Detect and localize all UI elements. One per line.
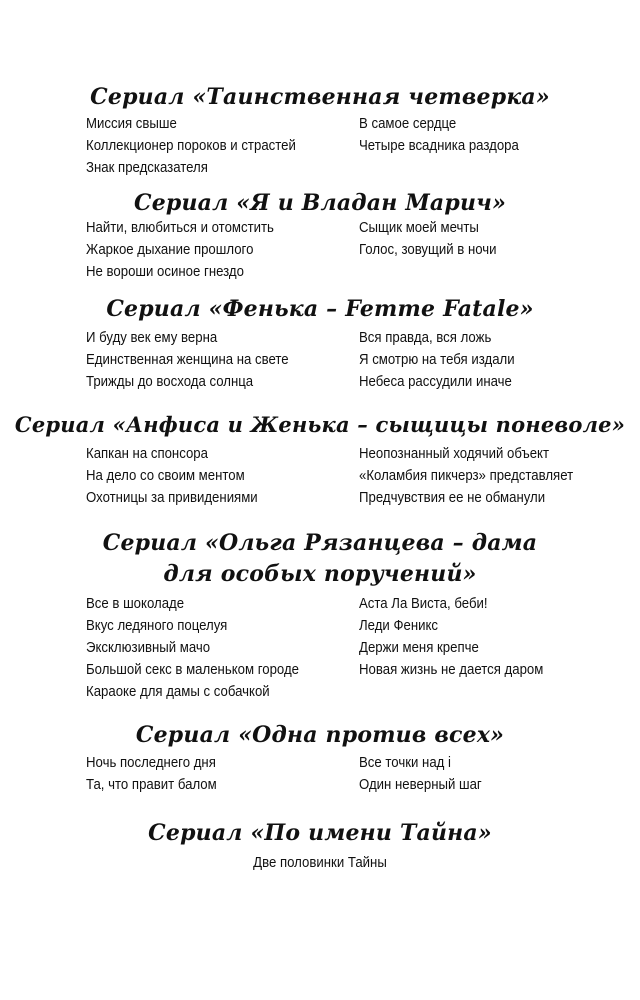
series-books-right: [359, 752, 499, 796]
series-books-right: [359, 113, 541, 157]
series-title-vladan-marich: Сериал «Я и Владан Марич»: [133, 190, 507, 216]
book-title: Вся правда, вся ложь: [359, 329, 492, 346]
series-title-olga-ryazantseva-line2: для особых поручений»: [163, 561, 477, 587]
series-title-anfisa-zhenka: Сериал «Анфиса и Женька – сыщицы поневоле»: [14, 412, 626, 437]
book-title: Один неверный шаг: [359, 776, 482, 793]
series-books-right: [359, 217, 515, 261]
series-books-left: [86, 217, 300, 283]
book-title: Небеса рассудили иначе: [359, 373, 512, 390]
book-title: Четыре всадника раздора: [359, 137, 519, 154]
series-books-center: [0, 852, 640, 874]
book-title: Новая жизнь не дается даром: [359, 661, 544, 678]
book-title: Эксклюзивный мачо: [86, 639, 211, 656]
book-title: Капкан на спонсора: [86, 445, 209, 462]
book-title: Аста Ла Виста, беби!: [359, 595, 488, 612]
book-title: Держи меня крепче: [359, 639, 479, 656]
book-title: Ночь последнего дня: [86, 754, 216, 771]
book-title: Я смотрю на тебя издали: [359, 351, 515, 368]
series-books-left: [86, 752, 235, 796]
book-title: Жаркое дыхание прошлого: [86, 241, 254, 258]
series-title-fenka: Сериал «Фенька – Femme Fatale»: [106, 296, 534, 322]
series-books-right: [359, 593, 568, 681]
book-title: Сыщик моей мечты: [359, 219, 479, 236]
book-title: Вкус ледяного поцелуя: [86, 617, 228, 634]
book-title: Знак предсказателя: [86, 159, 208, 176]
series-books-left: [86, 113, 325, 179]
series-title-one-against-all: Сериал «Одна против всех»: [135, 722, 505, 748]
book-title: Леди Феникс: [359, 617, 439, 634]
book-title: Предчувствия ее не обманули: [359, 489, 546, 506]
book-title: Единственная женщина на свете: [86, 351, 289, 368]
book-title: Та, что правит балом: [86, 776, 217, 793]
book-title: Трижды до восхода солнца: [86, 373, 254, 390]
book-title: И буду век ему верна: [86, 329, 218, 346]
book-title: Большой секс в маленьком городе: [86, 661, 300, 678]
book-title: Охотницы за привидениями: [86, 489, 258, 506]
series-books-right: [359, 443, 602, 509]
book-title: Две половинки Тайны: [253, 854, 387, 871]
book-title: Голос, зовущий в ночи: [359, 241, 497, 258]
book-title: На дело со своим ментом: [86, 467, 245, 484]
book-title: Караоке для дамы с собачкой: [86, 683, 270, 700]
book-title: Коллекционер пороков и страстей: [86, 137, 296, 154]
series-books-left: [86, 443, 281, 509]
book-title: «Коламбия пикчерз» представляет: [359, 467, 574, 484]
book-title: Все точки над i: [359, 754, 451, 771]
book-title: Неопознанный ходячий объект: [359, 445, 550, 462]
book-title: Миссия свыше: [86, 115, 177, 132]
book-title: Найти, влюбиться и отомстить: [86, 219, 274, 236]
series-books-left: [86, 327, 316, 393]
series-books-left: [86, 593, 328, 703]
series-books-right: [359, 327, 536, 393]
series-title-mysterious-four: Сериал «Таинственная четверка»: [90, 84, 550, 110]
series-title-olga-ryazantseva-line1: Сериал «Ольга Рязанцева – дама: [102, 530, 538, 556]
series-title-named-taina: Сериал «По имени Тайна»: [148, 820, 492, 846]
book-title: Не вороши осиное гнездо: [86, 263, 244, 280]
book-title: Все в шоколаде: [86, 595, 185, 612]
book-title: В самое сердце: [359, 115, 457, 132]
